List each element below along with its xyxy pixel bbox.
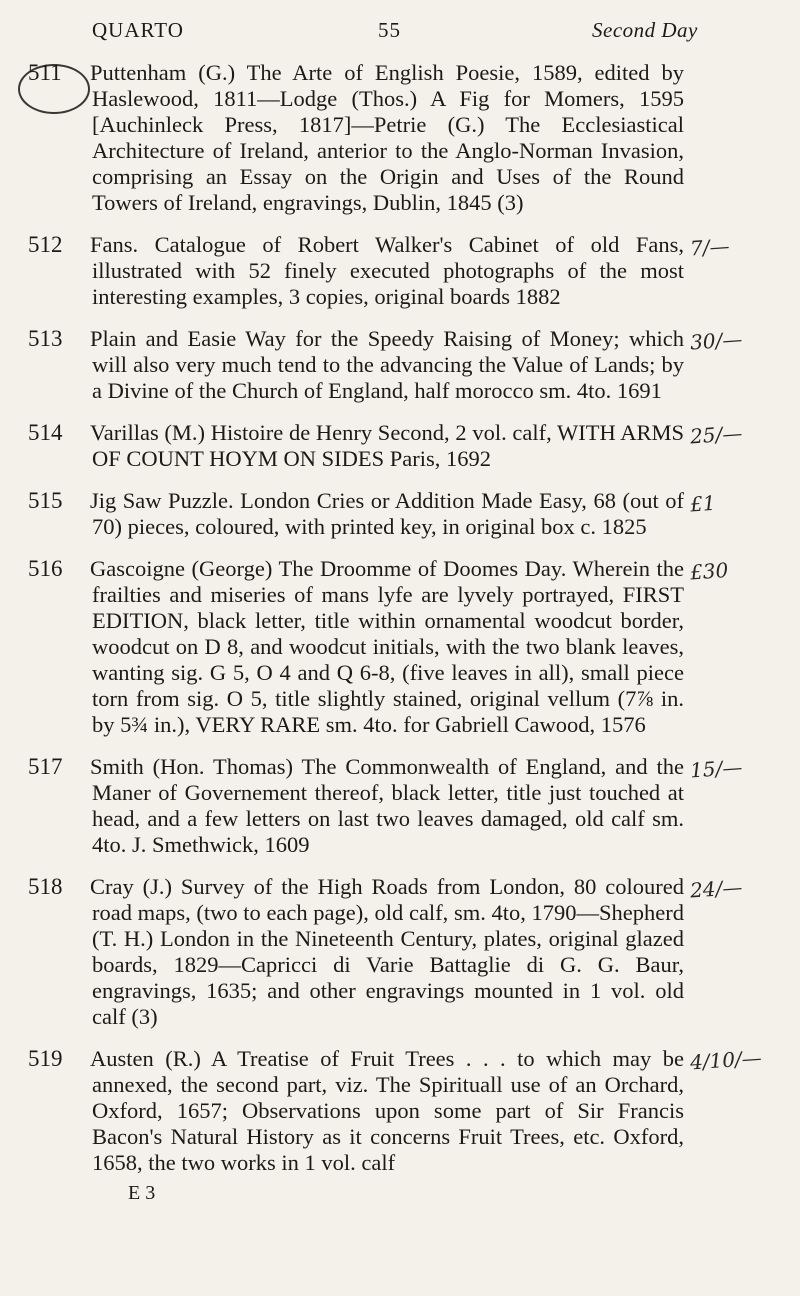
- catalogue-entry: [0, 326, 800, 404]
- entry-description: Varillas (M.) Histoire de Henry Second, 2 vol. calf, WITH ARMS OF COUNT HOYM ON SIDES Paris, 1692: [90, 420, 684, 471]
- catalogue-entry: [0, 420, 800, 472]
- lot-number: 519: [28, 1046, 63, 1071]
- handwritten-price: £1: [689, 490, 717, 517]
- lot-number: 517: [28, 754, 63, 779]
- lot-number: 514: [28, 420, 63, 445]
- catalogue-entry: [0, 556, 800, 738]
- entry-description: Fans. Catalogue of Robert Walker's Cabinet of old Fans, illustrated with 52 finely executed photographs of the most interesting examples, 3 copies, original boards 1882: [90, 232, 684, 309]
- entry-description: Smith (Hon. Thomas) The Commonwealth of England, and the Maner of Governement thereof, black letter, title just touched at head, and a few letters on last two leaves damaged, old calf sm. 4to. J. Smethwick, 1609: [90, 754, 684, 857]
- handwritten-price: 24/—: [689, 874, 744, 903]
- entry-description: Puttenham (G.) The Arte of English Poesie, 1589, edited by Haslewood, 1811—Lodge (Thos.) A Fig for Momers, 1595 [Auchinleck Press, 1817]—Petrie (G.) The Ecclesiastical Architecture of Ireland, anterior to the Anglo-Norman Invasion, comprising an Essay on the Origin and Uses of the Round Towers of Ireland, engravings, Dublin, 1845 (3): [90, 60, 684, 215]
- catalogue-entry: [0, 488, 800, 540]
- lot-number: 512: [28, 232, 63, 257]
- handwritten-price: £30: [689, 557, 730, 585]
- entry-description: Austen (R.) A Treatise of Fruit Trees . . . to which may be annexed, the second part, viz. The Spirituall use of an Orchard, Oxford, 1657; Observations upon some part of Sir Francis Bacon's Natural History as it concerns Fruit Trees, etc. Oxford, 1658, the two works in 1 vol. calf: [90, 1046, 684, 1175]
- lot-number: 513: [28, 326, 63, 351]
- signature-mark: E 3: [128, 1182, 156, 1204]
- entry-description: Plain and Easie Way for the Speedy Raising of Money; which will also very much tend to the advancing the Value of Lands; by a Divine of the Church of England, half morocco sm. 4to. 1691: [90, 326, 684, 403]
- lot-number: 511: [28, 60, 62, 85]
- header-quarto: QUARTO: [92, 18, 184, 42]
- handwritten-price: 7/—: [689, 233, 731, 261]
- page-header: [0, 18, 800, 48]
- page-number: 55: [378, 18, 401, 42]
- handwritten-price: 15/—: [689, 754, 744, 783]
- entry-description: Jig Saw Puzzle. London Cries or Addition Made Easy, 68 (out of 70) pieces, coloured, with printed key, in original box c. 1825: [90, 488, 684, 539]
- catalogue-entry: [0, 874, 800, 1030]
- catalogue-entries: [0, 60, 800, 1192]
- catalogue-entry: [0, 60, 800, 216]
- catalogue-entry: [0, 754, 800, 858]
- entry-description: Cray (J.) Survey of the High Roads from London, 80 coloured road maps, (two to each page), old calf, sm. 4to, 1790—Shepherd (T. H.) London in the Nineteenth Century, plates, original glazed boards, 1829—Capricci di Varie Battaglie di G. G. Baur, engravings, 1635; and other engravings mounted in 1 vol. old calf (3): [90, 874, 684, 1029]
- header-day: Second Day: [592, 18, 698, 42]
- lot-number: 516: [28, 556, 63, 581]
- lot-number: 518: [28, 874, 63, 899]
- lot-number: 515: [28, 488, 63, 513]
- handwritten-price: 4/10/—: [689, 1045, 763, 1075]
- catalogue-entry: [0, 232, 800, 310]
- handwritten-price: 25/—: [689, 420, 744, 449]
- handwritten-price: [690, 57, 790, 64]
- entry-description: Gascoigne (George) The Droomme of Doomes Day. Wherein the frailties and miseries of mans lyfe are lyvely portrayed, FIRST EDITION, black letter, title within ornamental woodcut border, woodcut on D 8, and woodcut initials, with the two blank leaves, wanting sig. G 5, O 4 and Q 6-8, (five leaves in all), small piece torn from sig. O 5, title slightly stained, original vellum (7⅞ in. by 5¾ in.), VERY RARE sm. 4to. for Gabriell Cawood, 1576: [90, 556, 684, 737]
- handwritten-price: 30/—: [689, 326, 744, 355]
- catalogue-entry: [0, 1046, 800, 1176]
